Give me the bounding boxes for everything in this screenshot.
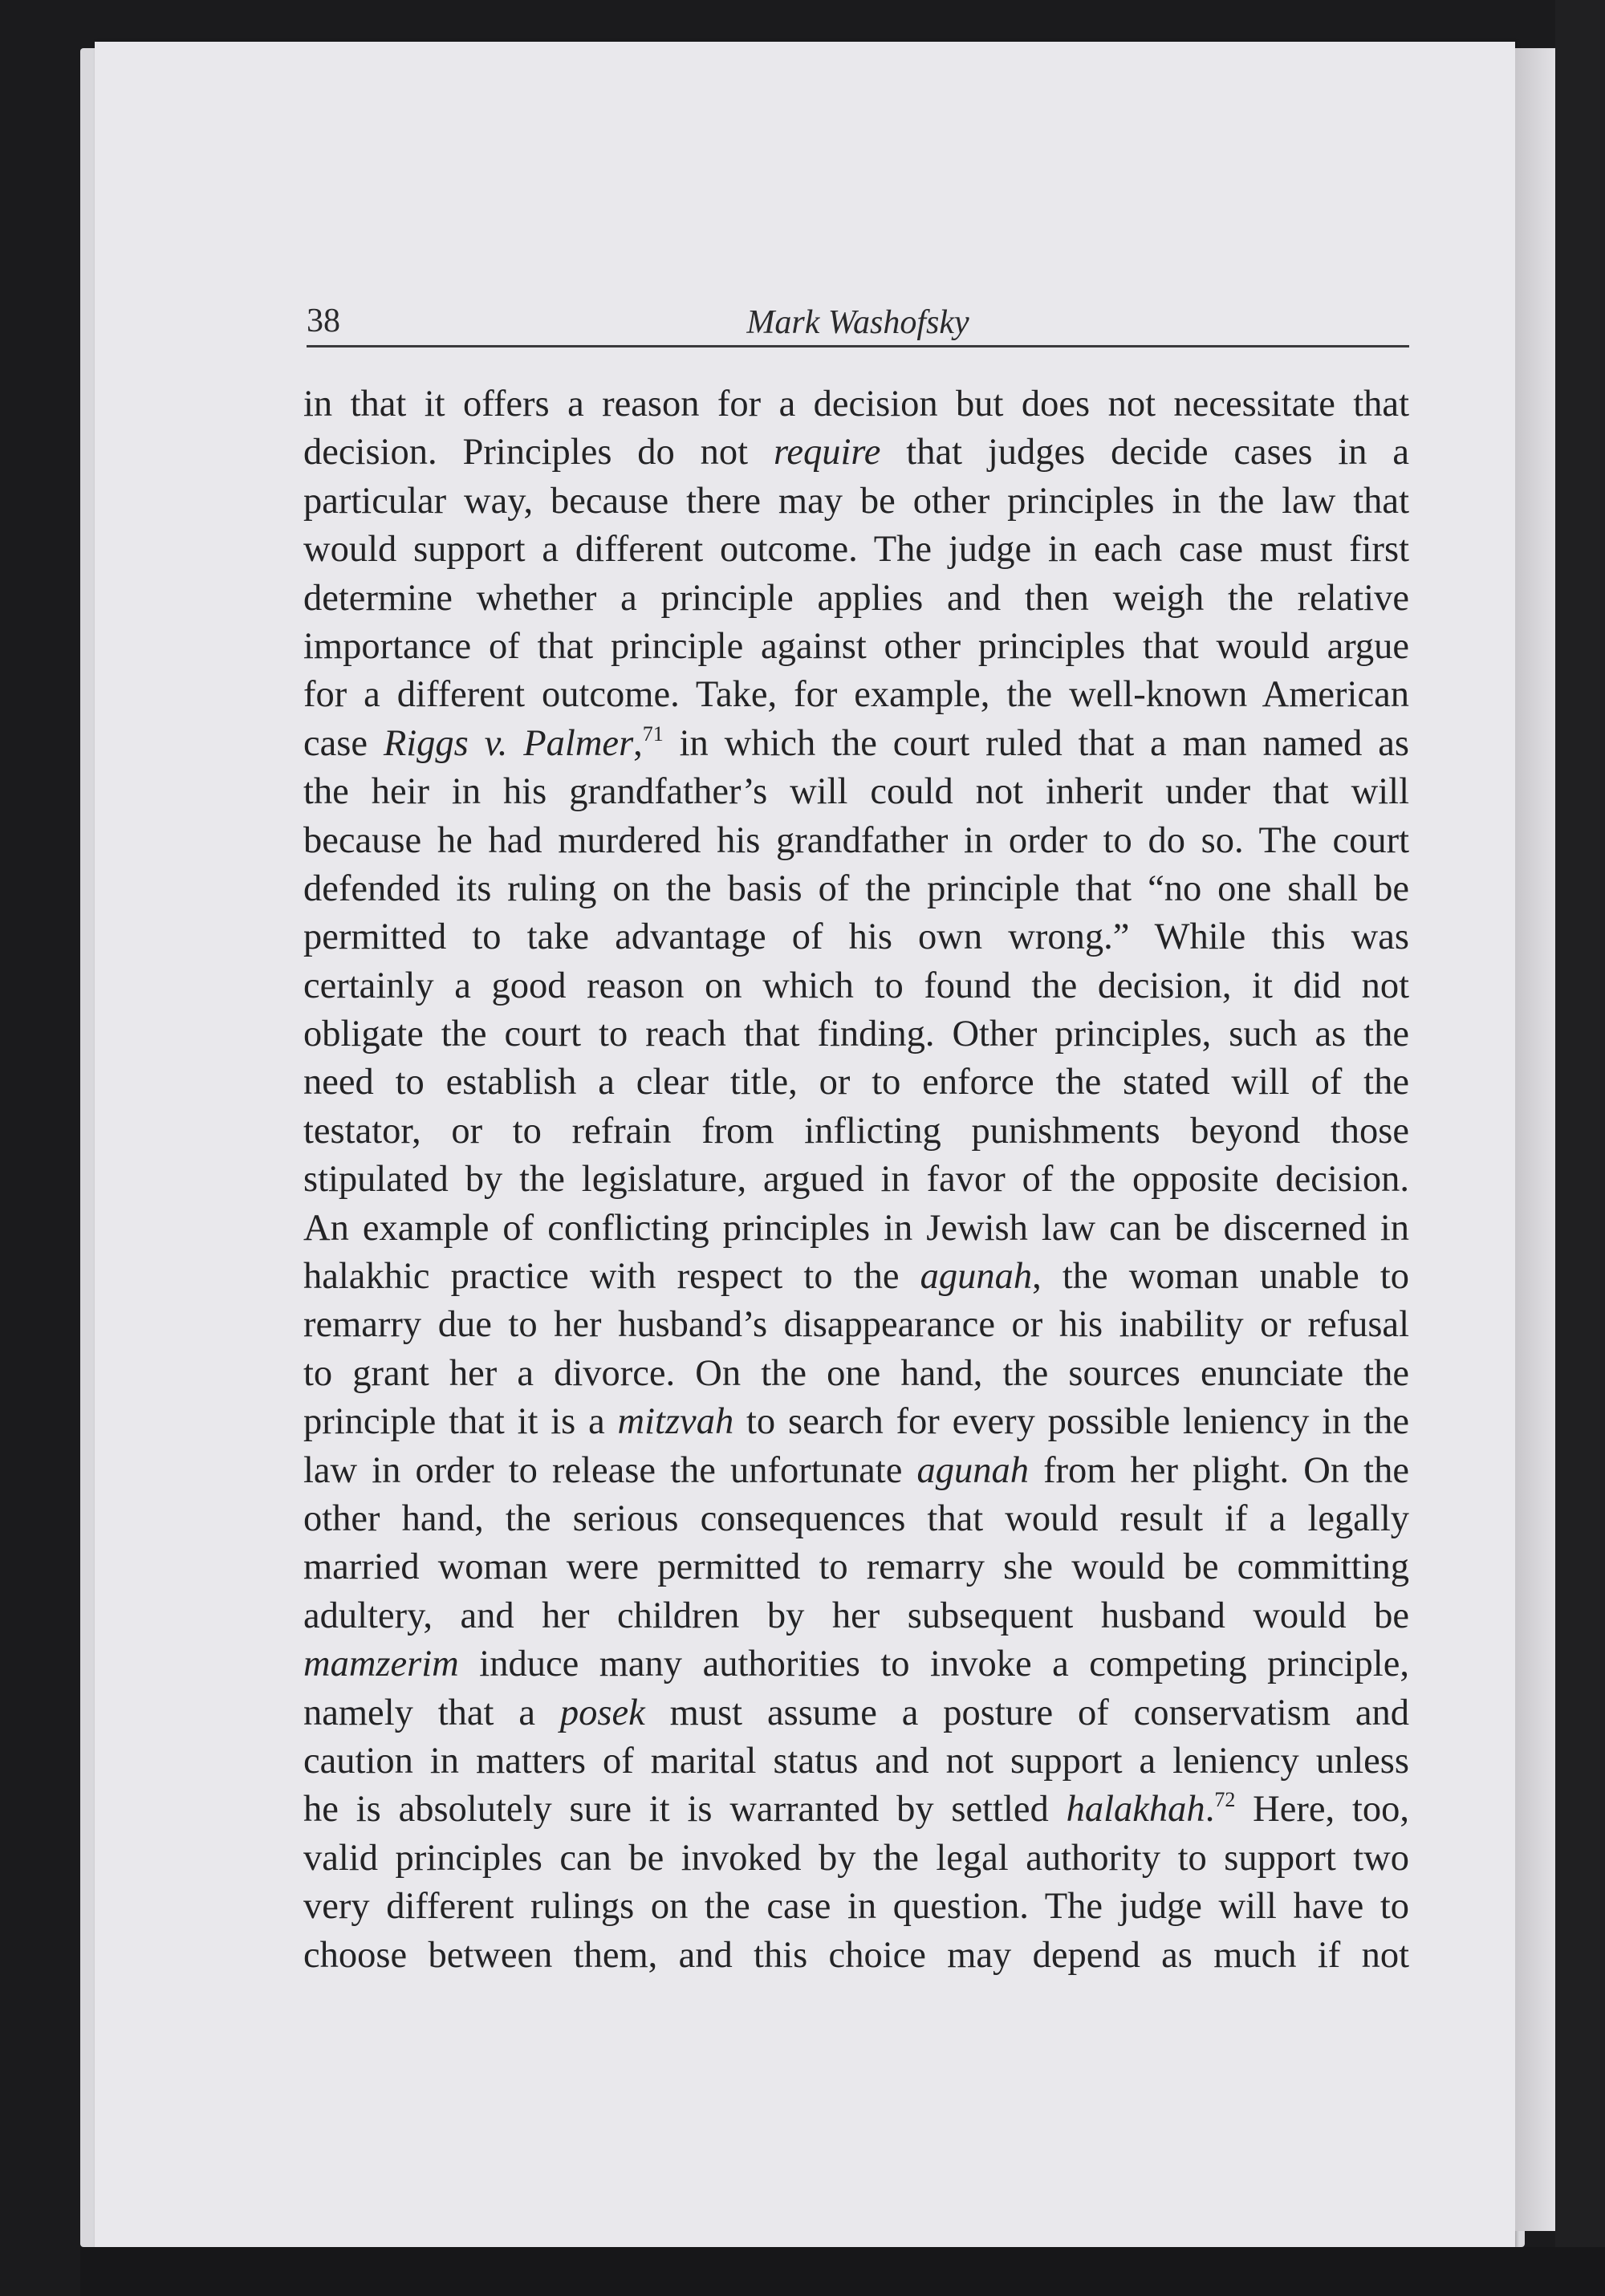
text-run: , the woman unable to: [1032, 1256, 1409, 1298]
page-number: 38: [307, 303, 340, 339]
text-line: [303, 380, 1409, 429]
body-paragraph: [303, 380, 1409, 1980]
bottom-background: [80, 2247, 1605, 2296]
text-line: [303, 817, 1409, 865]
text-run: need to establish a clear title, or to enforce the stated will of the: [303, 1062, 1409, 1103]
text-line: [303, 623, 1409, 671]
italic-term: mamzerim: [303, 1644, 459, 1685]
italic-term: Riggs v. Palmer: [383, 722, 634, 764]
text-run: that judges decide cases in a: [880, 432, 1409, 473]
page-header: [307, 281, 1409, 347]
text-run: from her plight. On the: [1028, 1449, 1409, 1491]
text-line: [303, 1737, 1409, 1786]
text-run: defended its ruling on the basis of the principle that “no one shall be: [303, 868, 1409, 909]
footnote-marker: 71: [642, 721, 664, 746]
text-line: [303, 1447, 1409, 1495]
italic-term: posek: [559, 1692, 645, 1733]
footnote-marker: 72: [1214, 1788, 1236, 1812]
text-run: halakhic practice with respect to the: [303, 1256, 920, 1298]
text-line: [303, 1495, 1409, 1543]
italic-term: mitzvah: [617, 1401, 734, 1443]
text-line: [303, 1350, 1409, 1398]
text-run: principle that it is a: [303, 1401, 618, 1443]
text-run: to search for every possible leniency in the: [733, 1401, 1409, 1443]
text-line: [303, 1398, 1409, 1446]
text-run: testator, or to refrain from inflicting punishments beyond those: [303, 1110, 1409, 1152]
text-line: [303, 1301, 1409, 1349]
text-line: [303, 1883, 1409, 1931]
text-line: [303, 1592, 1409, 1640]
text-run: stipulated by the legislature, argued in favor of the opposite decision.: [303, 1159, 1409, 1201]
text-run: permitted to take advantage of his own wrong.” While this was: [303, 916, 1409, 958]
text-run: decision. Principles do not: [303, 432, 774, 473]
text-run: ,: [633, 722, 643, 764]
text-run: law in order to release the unfortunate: [303, 1449, 917, 1491]
text-line: [303, 1689, 1409, 1737]
text-run: namely that a: [303, 1692, 560, 1733]
text-line: [303, 1835, 1409, 1883]
text-line: [303, 1932, 1409, 1980]
text-line: [303, 1253, 1409, 1301]
text-run: induce many authorities to invoke a competing principle,: [458, 1644, 1409, 1685]
text-run: the heir in his grandfather’s will could not inherit under that will: [303, 771, 1409, 813]
text-run: importance of that principle against other principles that would argue: [303, 625, 1409, 667]
text-line: [303, 720, 1409, 768]
text-line: [303, 1010, 1409, 1059]
right-background: [1555, 0, 1605, 2296]
italic-term: agunah: [920, 1256, 1033, 1298]
text-run: adultery, and her children by her subsequent husband would be: [303, 1595, 1409, 1636]
text-run: he is absolutely sure it is warranted by settled: [303, 1789, 1067, 1831]
facing-page-edge: [1515, 48, 1555, 2231]
text-run: .: [1205, 1789, 1215, 1831]
text-line: [303, 1205, 1409, 1253]
text-line: [303, 1786, 1409, 1834]
text-line: [303, 477, 1409, 526]
text-run: in which the court ruled that a man named as: [663, 722, 1409, 764]
italic-term: agunah: [916, 1449, 1029, 1491]
text-line: [303, 768, 1409, 816]
text-run: An example of conflicting principles in Jewish law can be discerned in: [303, 1207, 1409, 1249]
text-run: because he had murdered his grandfather in order to do so. The court: [303, 819, 1409, 861]
text-run: particular way, because there may be other principles in the law that: [303, 480, 1409, 522]
text-line: [303, 1543, 1409, 1591]
text-run: very different rulings on the case in question. The judge will have to: [303, 1886, 1409, 1928]
text-line: [303, 913, 1409, 961]
text-line: [303, 1107, 1409, 1156]
text-line: [303, 1059, 1409, 1107]
text-run: valid principles can be invoked by the legal authority to support two: [303, 1837, 1409, 1879]
text-run: certainly a good reason on which to found the decision, it did not: [303, 965, 1409, 1006]
text-run: choose between them, and this choice may depend as much if not: [303, 1934, 1409, 1976]
text-run: caution in matters of marital status and not support a leniency unless: [303, 1740, 1409, 1782]
text-run: remarry due to her husband’s disappearance or his inability or refusal: [303, 1304, 1409, 1346]
text-line: [303, 671, 1409, 719]
text-run: married woman were permitted to remarry she would be committing: [303, 1546, 1409, 1588]
text-run: in that it offers a reason for a decision but does not necessitate that: [303, 384, 1409, 425]
text-line: [303, 429, 1409, 477]
text-run: must assume a posture of conservatism and: [644, 1692, 1409, 1733]
italic-term: halakhah: [1066, 1789, 1205, 1831]
text-run: determine whether a principle applies and then weigh the relative: [303, 577, 1409, 619]
text-line: [303, 575, 1409, 623]
italic-term: require: [773, 432, 881, 473]
text-run: for a different outcome. Take, for example, the well-known American: [303, 674, 1409, 716]
text-run: would support a different outcome. The judge in each case must first: [303, 529, 1409, 571]
text-run: to grant her a divorce. On the one hand, the sources enunciate the: [303, 1352, 1409, 1394]
text-line: [303, 1640, 1409, 1688]
text-line: [303, 962, 1409, 1010]
text-line: [303, 1156, 1409, 1204]
text-line: [303, 526, 1409, 574]
text-run: Here, too,: [1235, 1789, 1409, 1831]
text-line: [303, 865, 1409, 913]
running-head-author: Mark Washofsky: [746, 304, 969, 341]
text-run: case: [303, 722, 384, 764]
text-run: other hand, the serious consequences that would result if a legally: [303, 1497, 1409, 1539]
text-run: obligate the court to reach that finding. Other principles, such as the: [303, 1014, 1409, 1055]
